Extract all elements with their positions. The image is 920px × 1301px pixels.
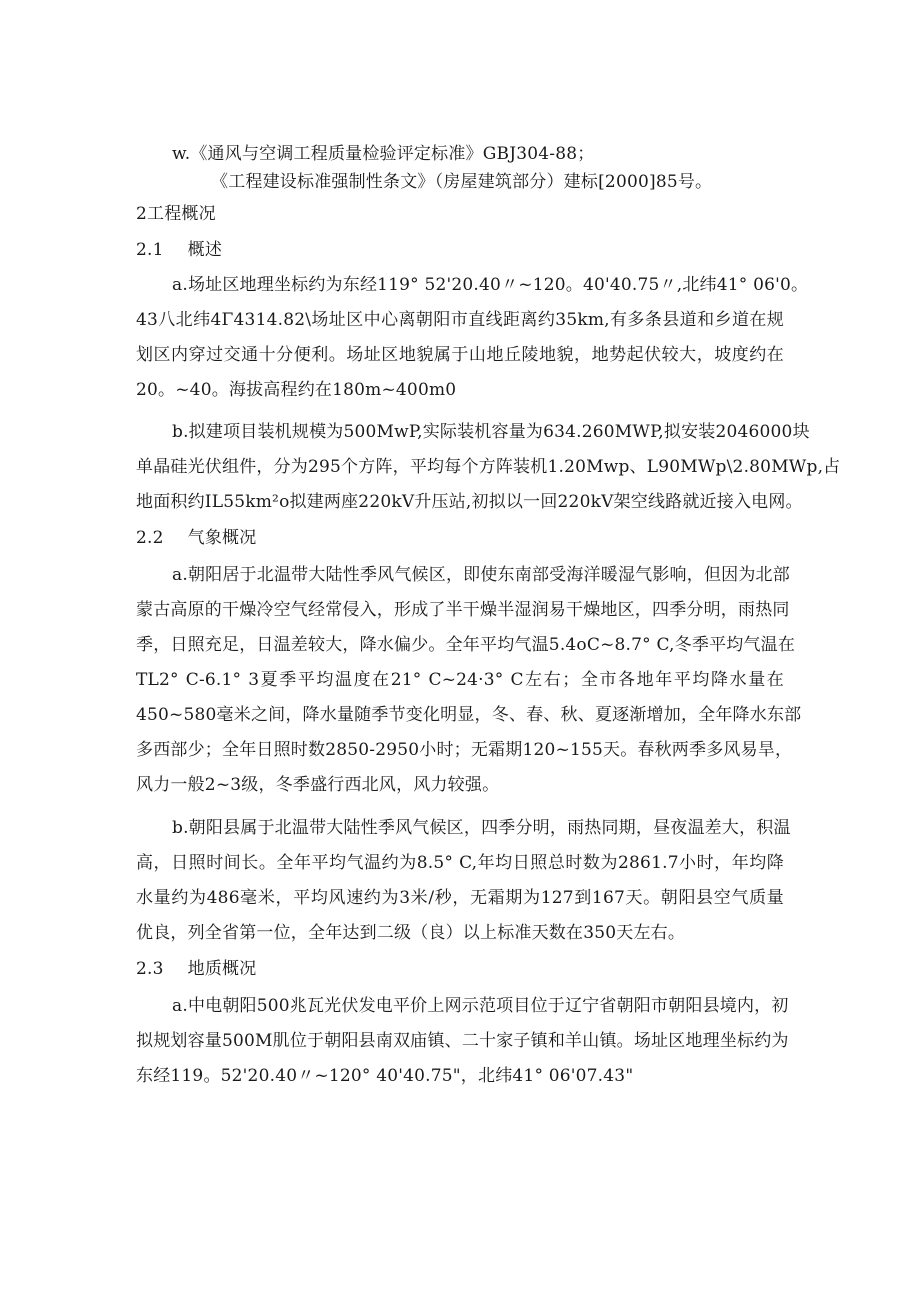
reference-item-standard: 《工程建设标准强制性条文》（房屋建筑部分）建标[2000]85号。 [211, 172, 713, 192]
paragraph-line: 多西部少；全年日照时数2850-2950小时；无霜期120~155天。春秋两季多风易旱， [136, 740, 793, 760]
paragraph-line: 高，日照时间长。全年平均气温约为8.5° C,年均日照总时数为2861.7小时，年均降 [136, 853, 784, 873]
paragraph-line: 450~580毫米之间，降水量随季节变化明显，冬、春、秋、夏逐渐增加，全年降水东部 [136, 705, 802, 725]
paragraph-line: a.中电朝阳500兆瓦光伏发电平价上网示范项目位于辽宁省朝阳市朝阳县境内，初 [172, 996, 789, 1016]
section-number: 2.2 [136, 528, 164, 548]
section-title: 气象概况 [187, 528, 257, 548]
paragraph-line: a.场址区地理坐标约为东经119° 52'20.40〃~120。40'40.75〃,北纬41° 06'0。 [172, 275, 809, 295]
section-2-2-heading [136, 527, 256, 549]
paragraph-line: 水量约为486毫米，平均风速约为3米/秒，无霜期为127到167天。朝阳县空气质量 [136, 888, 784, 908]
paragraph-line: 单晶硅光伏组件，分为295个方阵，平均每个方阵装机1.20Mwp、L90MWp\2.80MWp,占 [136, 457, 841, 477]
paragraph-line: TL2° C-6.1° 3夏季平均温度在21° C~24·3° C左右；全市各地年平均降水量在 [136, 670, 784, 690]
paragraph-line: 东经119。52'20.40〃~120° 40'40.75"，北纬41° 06'07.43" [136, 1066, 634, 1086]
paragraph-line: 季，日照充足，日温差较大，降水偏少。全年平均气温5.4oC~8.7° C,冬季平均气温在 [136, 635, 796, 655]
paragraph-line: 优良，列全省第一位，全年达到二级（良）以上标准天数在350天左右。 [136, 923, 686, 943]
paragraph-line: 43八北纬4Γ4314.82\场址区中心离朝阳市直线距离约35km,有多条县道和乡道在规 [136, 310, 784, 330]
paragraph-line: 风力一般2~3级，冬季盛行西北风，风力较强。 [136, 775, 500, 795]
section-2-3-heading [136, 958, 256, 980]
paragraph-line: 20。~40。海拔高程约在180m~400m0 [136, 380, 457, 400]
paragraph-line: b.拟建项目装机规模为500MwP,实际装机容量为634.260MWP,拟安装2046000块 [172, 422, 810, 442]
paragraph-line: a.朝阳居于北温带大陆性季风气候区，即使东南部受海洋暖湿气影响，但因为北部 [172, 565, 790, 585]
section-title: 概述 [187, 240, 223, 260]
section-number: 2.1 [136, 240, 164, 260]
section-number: 2.3 [136, 959, 164, 979]
paragraph-line: 蒙古高原的干燥冷空气经常侵入，形成了半干燥半湿润易干燥地区，四季分明，雨热同 [136, 600, 790, 620]
reference-item-w: w.《通风与空调工程质量检验评定标准》GBJ304-88； [172, 144, 595, 164]
paragraph-line: b.朝阳县属于北温带大陆性季风气候区，四季分明，雨热同期，昼夜温差大，积温 [172, 818, 791, 838]
paragraph-line: 划区内穿过交通十分便利。场址区地貌属于山地丘陵地貌，地势起伏较大，坡度约在 [136, 345, 784, 365]
section-2-title: 2工程概况 [136, 204, 216, 224]
section-2-1-heading [136, 239, 222, 261]
section-title: 地质概况 [187, 959, 257, 979]
paragraph-line: 拟规划容量500M肌位于朝阳县南双庙镇、二十家子镇和羊山镇。场址区地理坐标约为 [136, 1031, 789, 1051]
paragraph-line: 地面积约IL55km²o拟建两座220kV升压站,初拟以一回220kV架空线路就近接入电网。 [136, 492, 803, 512]
